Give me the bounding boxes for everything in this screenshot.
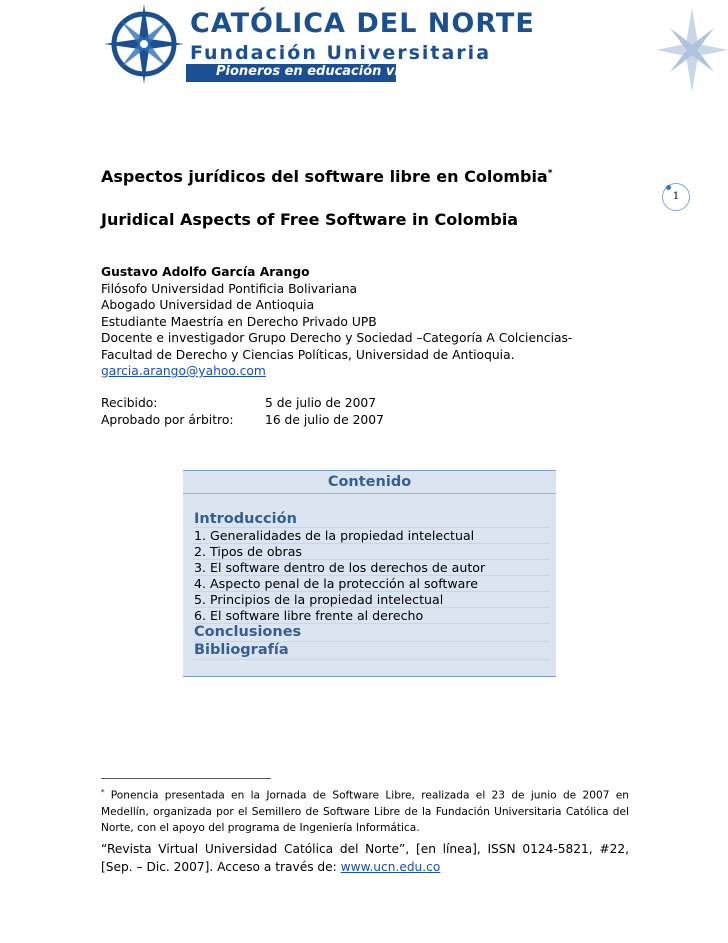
author-email-link[interactable]: garcia.arango@yahoo.com	[101, 364, 266, 378]
journal-website-link[interactable]: www.ucn.edu.co	[340, 860, 441, 874]
dates-block	[101, 395, 384, 428]
logo-subtitle: Fundación Universitaria	[190, 42, 492, 64]
title-english: Juridical Aspects of Free Software in Colombia	[101, 210, 519, 229]
author-line: Abogado Universidad de Antioquia	[101, 298, 315, 312]
toc-item: 2. Tipos de obras	[194, 544, 302, 559]
footnote-separator	[101, 778, 271, 779]
footnote-marker: *	[101, 788, 105, 796]
citation-text: “Revista Virtual Universidad Católica del Norte”, [en línea], ISSN 0124-5821, #22, [Sep. – Dic. 2007]. Acceso a través de:	[101, 842, 629, 874]
author-line: Facultad de Derecho y Ciencias Políticas, Universidad de Antioquia.	[101, 347, 515, 362]
toc-introduction: Introducción	[194, 511, 297, 527]
toc-conclusions: Conclusiones	[194, 624, 302, 640]
received-label: Recibido:	[101, 396, 158, 410]
toc-item: 4. Aspecto penal de la protección al software	[194, 576, 479, 591]
logo-tagline: Pioneros en educación virtual	[216, 64, 434, 79]
toc-item: 1. Generalidades de la propiedad intelectual	[194, 528, 475, 543]
toc-item: 3. El software dentro de los derechos de autor	[194, 560, 486, 575]
author-line: Docente e investigador Grupo Derecho y Sociedad –Categoría A Colciencias-	[101, 331, 573, 345]
compass-star-icon	[100, 2, 184, 86]
approved-row	[101, 412, 384, 429]
approved-label: Aprobado por árbitro:	[101, 412, 234, 427]
toc-item: 6. El software libre frente al derecho	[194, 608, 424, 623]
received-value: 5 de julio de 2007	[265, 396, 377, 410]
footnote	[101, 784, 629, 836]
page-number: 1	[662, 183, 690, 211]
institution-logo	[100, 2, 535, 94]
approved-value: 16 de julio de 2007	[265, 412, 384, 427]
footnote-text: Ponencia presentada en la Jornada de Software Libre, realizada el 23 de junio de 2007 en Medellín, organizada por el Semillero de Software Libre de la Fundación Universitaria Católica del Norte, con el apoyo del programa de Ingeniería Informática.	[101, 789, 629, 834]
title-spanish: Aspectos jurídicos del software libre en Colombia*	[101, 167, 553, 186]
toc-divider	[183, 493, 556, 494]
page-number-dot	[666, 185, 671, 190]
received-row	[101, 395, 384, 412]
journal-citation	[101, 840, 629, 876]
author-block	[101, 264, 572, 380]
toc-row-rule	[193, 659, 550, 660]
table-of-contents	[183, 470, 556, 677]
corner-compass-icon	[648, 0, 728, 100]
toc-item: 5. Principios de la propiedad intelectual	[194, 592, 444, 607]
title-footnote-marker: *	[547, 168, 553, 179]
author-line: Filósofo Universidad Pontificia Bolivariana	[101, 281, 358, 296]
logo-title: CATÓLICA DEL NORTE	[190, 8, 535, 39]
author-name: Gustavo Adolfo García Arango	[101, 265, 310, 279]
toc-bibliography: Bibliografía	[194, 642, 289, 658]
toc-heading: Contenido	[327, 474, 412, 490]
author-line: Estudiante Maestría en Derecho Privado UPB	[101, 314, 377, 329]
